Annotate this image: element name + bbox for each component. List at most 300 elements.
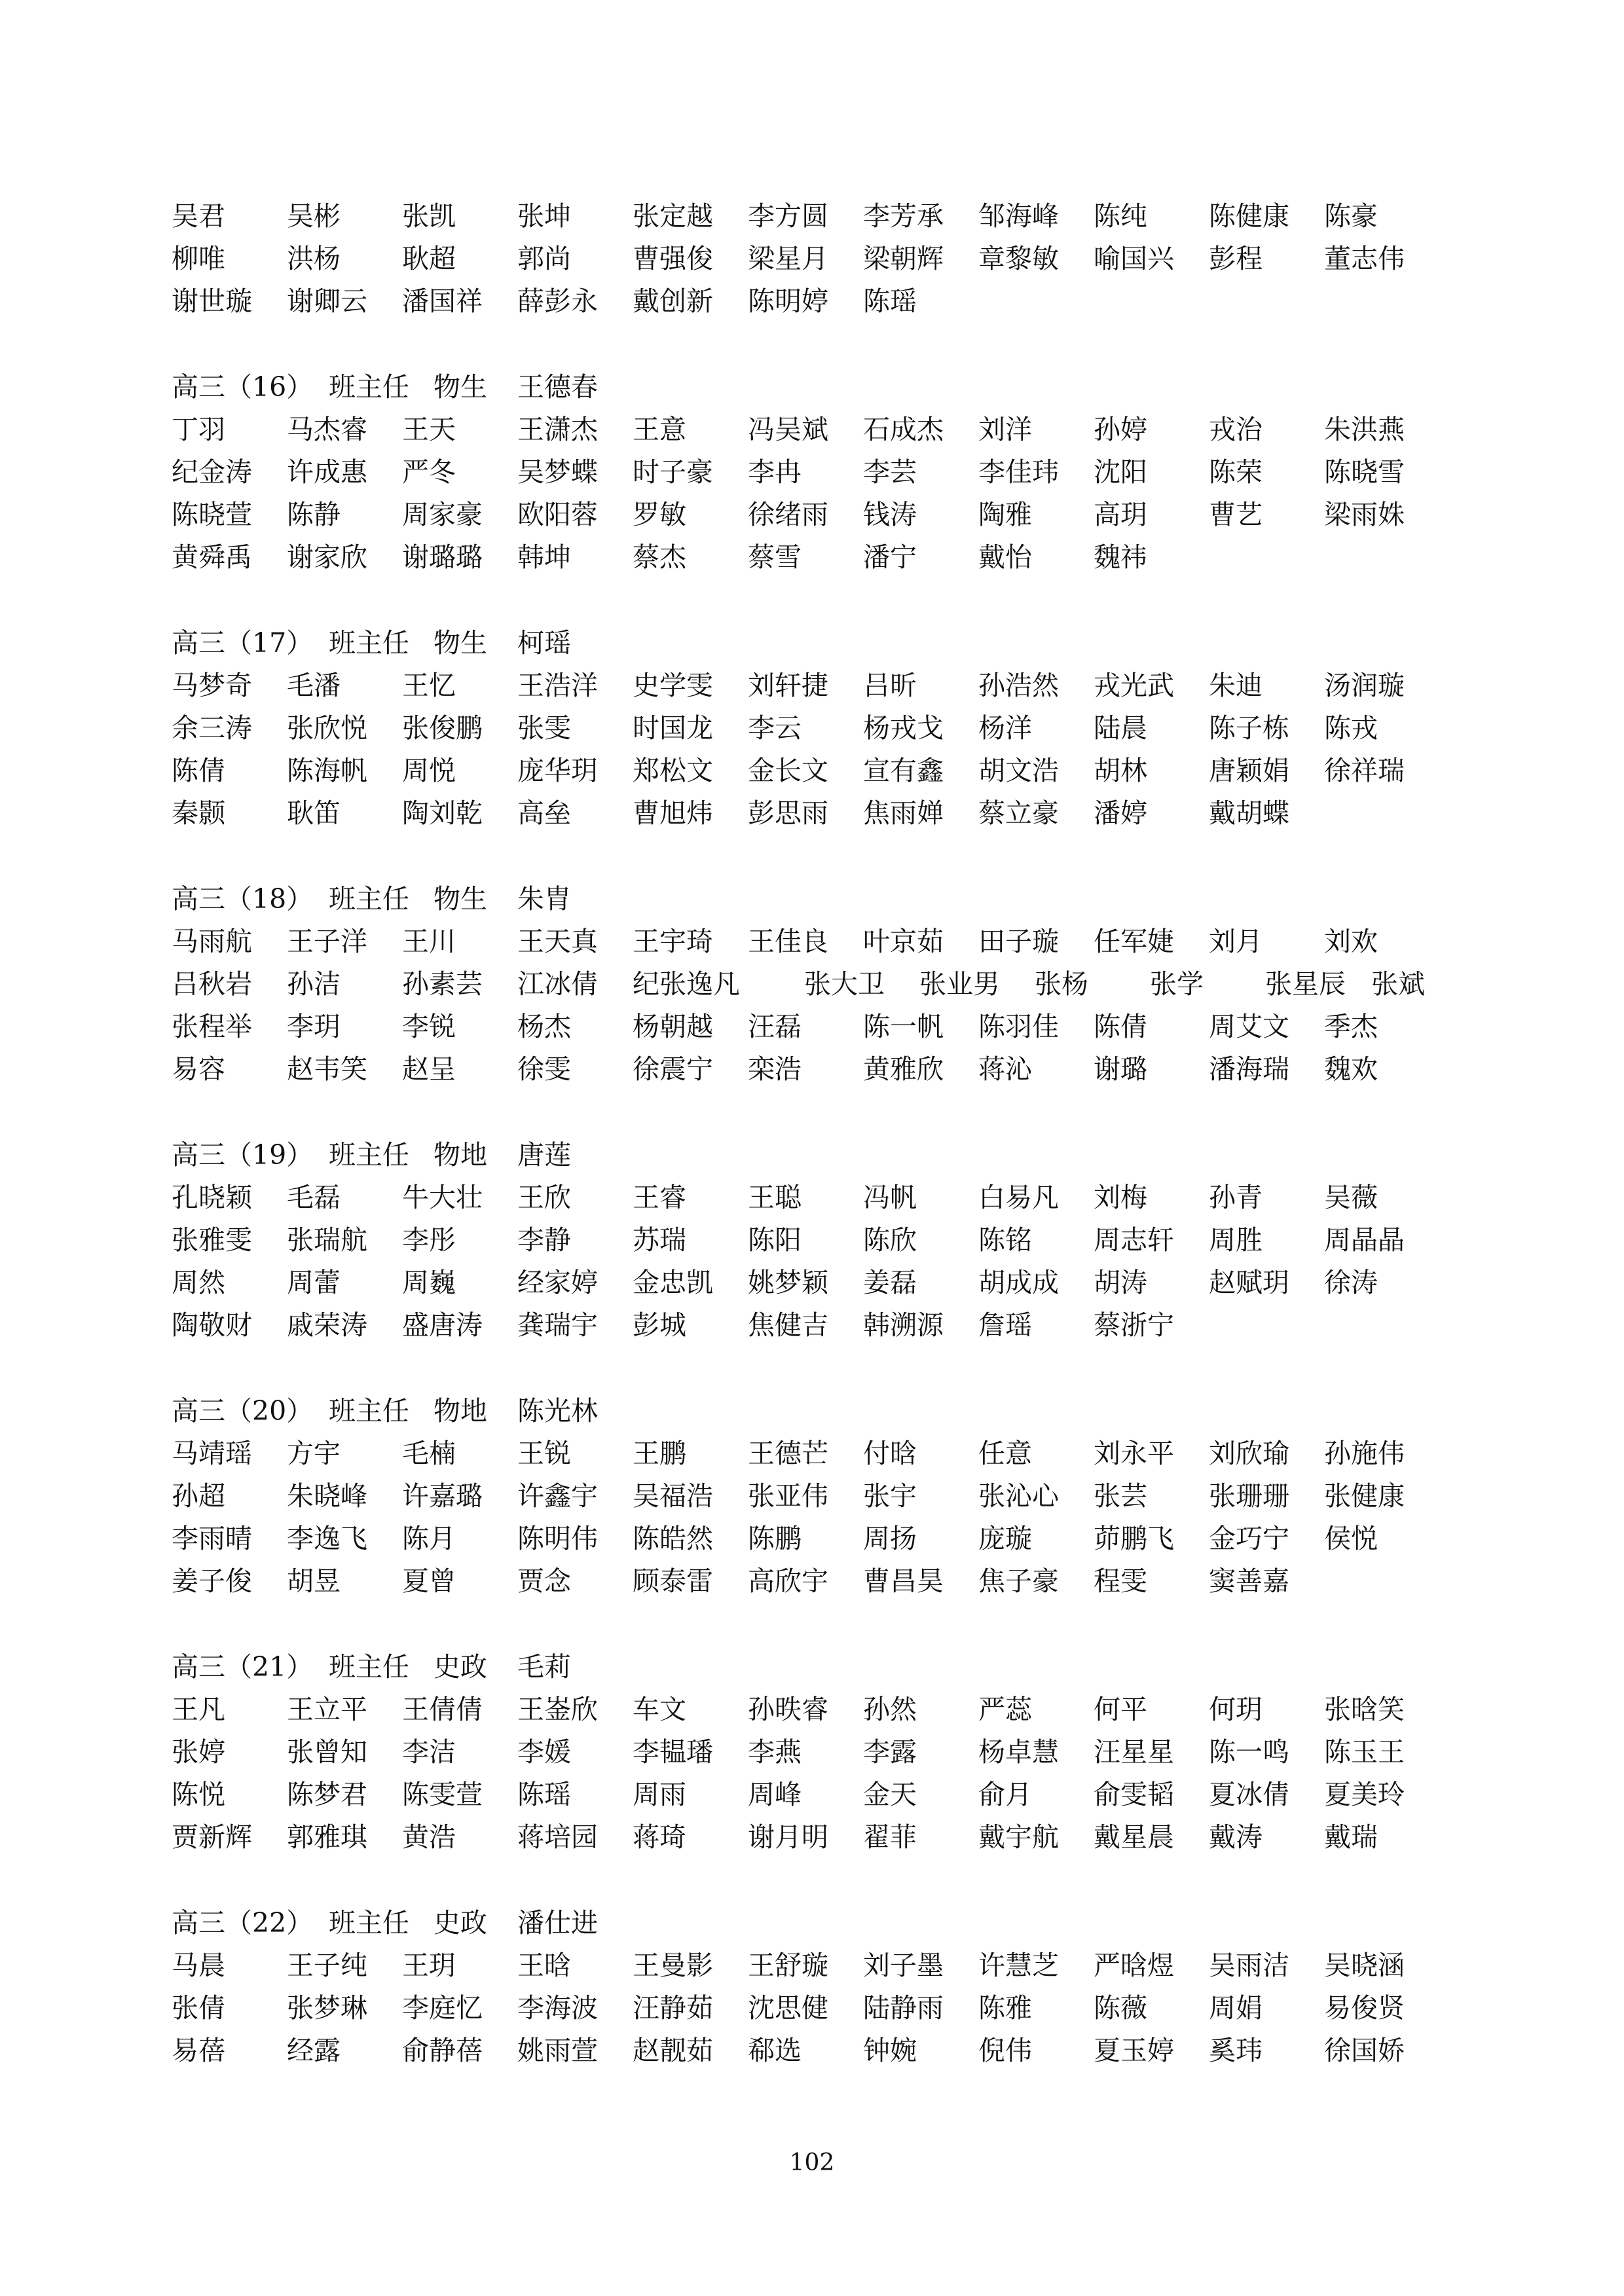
student-name: 陈明伟 — [517, 1523, 598, 1554]
student-name: 吴薇 — [1324, 1182, 1378, 1213]
subject-combination: 物地 — [434, 1395, 487, 1427]
student-name: 石成杰 — [863, 414, 944, 445]
student-name: 王倩倩 — [402, 1694, 483, 1725]
student-name: 朱洪燕 — [1324, 414, 1405, 445]
student-name: 姜磊 — [863, 1267, 917, 1298]
student-name: 毛磊 — [287, 1182, 341, 1213]
student-name: 邹海峰 — [978, 200, 1059, 232]
name-row — [172, 792, 1468, 835]
name-row — [172, 1048, 1468, 1091]
name-row — [172, 2030, 1468, 2072]
student-name: 张定越 — [633, 200, 713, 232]
student-name: 吴君 — [172, 200, 225, 232]
student-name: 章黎敏 — [978, 243, 1059, 274]
student-name: 罗敏 — [633, 499, 686, 530]
student-name: 黄雅欣 — [863, 1053, 944, 1085]
student-name: 曹昌昊 — [863, 1565, 944, 1597]
student-name: 钱涛 — [863, 499, 917, 530]
student-name: 谢月明 — [748, 1821, 828, 1853]
student-name: 任意 — [978, 1438, 1032, 1469]
student-name: 胡成成 — [978, 1267, 1059, 1298]
name-row — [172, 536, 1468, 579]
head-teacher-name: 柯瑶 — [517, 627, 571, 659]
student-name: 王天真 — [517, 926, 598, 957]
name-row — [172, 920, 1468, 963]
student-name: 高欣宇 — [748, 1565, 828, 1597]
student-name: 李芳承 — [863, 200, 944, 232]
student-name: 陈月 — [402, 1523, 456, 1554]
student-name: 潘宁 — [863, 541, 917, 573]
student-name: 陶敬财 — [172, 1309, 252, 1341]
teacher-label: 班主任 — [329, 627, 409, 659]
student-name: 汪磊 — [748, 1011, 802, 1042]
student-name: 吴福浩 — [633, 1480, 713, 1512]
student-name: 许成惠 — [287, 456, 367, 488]
student-name: 金忠凯 — [633, 1267, 713, 1298]
student-name: 赵靓茹 — [633, 2035, 713, 2066]
name-row — [172, 963, 1468, 1006]
student-name: 吕秋岩 — [172, 968, 252, 1000]
student-name: 詹瑶 — [978, 1309, 1032, 1341]
student-name: 史学雯 — [633, 670, 713, 701]
student-name: 陈玉王 — [1324, 1736, 1405, 1768]
name-row — [172, 1475, 1468, 1518]
student-name: 易俊贤 — [1324, 1992, 1405, 2024]
student-name: 夏玉婷 — [1094, 2035, 1174, 2066]
student-name: 戴怡 — [978, 541, 1032, 573]
student-name: 时子豪 — [633, 456, 713, 488]
student-name: 冯帆 — [863, 1182, 917, 1213]
student-name: 王佳良 — [748, 926, 828, 957]
class-header — [172, 1390, 1468, 1432]
student-name: 张学 — [1150, 968, 1204, 1000]
student-name: 马梦奇 — [172, 670, 252, 701]
student-name: 戎治 — [1209, 414, 1263, 445]
student-name: 张晗笑 — [1324, 1694, 1405, 1725]
student-name: 周志轩 — [1094, 1224, 1174, 1256]
student-name: 彭程 — [1209, 243, 1263, 274]
student-name: 周娟 — [1209, 1992, 1263, 2024]
student-name: 曹旭炜 — [633, 797, 713, 829]
name-row — [172, 665, 1468, 707]
name-row — [172, 1816, 1468, 1859]
name-row — [172, 1987, 1468, 2030]
student-name: 吴彬 — [287, 200, 341, 232]
student-name: 李佳玮 — [978, 456, 1059, 488]
student-name: 许鑫宇 — [517, 1480, 598, 1512]
student-name: 张凯 — [402, 200, 456, 232]
student-name: 曹艺 — [1209, 499, 1263, 530]
student-name: 胡林 — [1094, 755, 1147, 786]
student-name: 时国龙 — [633, 712, 713, 744]
student-name: 陈子栋 — [1209, 712, 1289, 744]
student-name: 赵赋玥 — [1209, 1267, 1289, 1298]
student-name: 许慧芝 — [978, 1950, 1059, 1981]
student-name: 程雯 — [1094, 1565, 1147, 1597]
subject-combination: 史政 — [434, 1651, 487, 1683]
student-name: 彭思雨 — [748, 797, 828, 829]
subject-combination: 物地 — [434, 1139, 487, 1171]
student-name: 吴晓涵 — [1324, 1950, 1405, 1981]
student-name: 陈纯 — [1094, 200, 1147, 232]
student-name: 高垒 — [517, 797, 571, 829]
student-name: 张瑞航 — [287, 1224, 367, 1256]
student-name: 李方圆 — [748, 200, 828, 232]
student-name: 张业男 — [919, 968, 1000, 1000]
student-name: 孙昳睿 — [748, 1694, 828, 1725]
student-name: 马靖瑶 — [172, 1438, 252, 1469]
student-name: 张芸 — [1094, 1480, 1147, 1512]
class-header — [172, 622, 1468, 665]
student-name: 丁羽 — [172, 414, 225, 445]
student-name: 陈晓萱 — [172, 499, 252, 530]
name-row — [172, 1774, 1468, 1816]
student-name: 盛唐涛 — [402, 1309, 483, 1341]
student-name: 张珊珊 — [1209, 1480, 1289, 1512]
student-name: 毛潘 — [287, 670, 341, 701]
student-name: 顾泰雷 — [633, 1565, 713, 1597]
student-name: 曹强俊 — [633, 243, 713, 274]
student-name: 杨洋 — [978, 712, 1032, 744]
student-name: 徐绪雨 — [748, 499, 828, 530]
student-name: 余三涛 — [172, 712, 252, 744]
student-name: 吴梦蝶 — [517, 456, 598, 488]
student-name: 张斌 — [1371, 968, 1425, 1000]
student-name: 赵韦笑 — [287, 1053, 367, 1085]
student-name: 苏瑞 — [633, 1224, 686, 1256]
student-name: 车文 — [633, 1694, 686, 1725]
student-name: 周巍 — [402, 1267, 456, 1298]
class-name: 高三（19） — [172, 1139, 314, 1171]
student-name: 戴涛 — [1209, 1821, 1263, 1853]
student-name: 刘永平 — [1094, 1438, 1174, 1469]
name-row — [172, 1944, 1468, 1987]
student-name: 戎光武 — [1094, 670, 1174, 701]
class-section — [172, 622, 1468, 835]
student-name: 张婷 — [172, 1736, 225, 1768]
student-name: 焦健吉 — [748, 1309, 828, 1341]
student-name: 方宇 — [287, 1438, 341, 1469]
student-name: 付晗 — [863, 1438, 917, 1469]
student-name: 姚梦颖 — [748, 1267, 828, 1298]
student-name: 魏祎 — [1094, 541, 1147, 573]
student-name: 周蕾 — [287, 1267, 341, 1298]
class-section — [172, 366, 1468, 579]
student-name: 焦雨婵 — [863, 797, 944, 829]
head-teacher-name: 潘仕进 — [517, 1907, 598, 1939]
student-name: 陈悦 — [172, 1779, 225, 1810]
student-name: 易容 — [172, 1053, 225, 1085]
student-name: 张亚伟 — [748, 1480, 828, 1512]
teacher-label: 班主任 — [329, 1395, 409, 1427]
student-name: 吴雨洁 — [1209, 1950, 1289, 1981]
student-name: 陈一鸣 — [1209, 1736, 1289, 1768]
student-name: 梁星月 — [748, 243, 828, 274]
student-name: 夏曾 — [402, 1565, 456, 1597]
student-name: 张雅雯 — [172, 1224, 252, 1256]
student-name: 陈瑶 — [863, 285, 917, 317]
name-row — [172, 1688, 1468, 1731]
student-name: 唐颖娟 — [1209, 755, 1289, 786]
student-name: 潘海瑞 — [1209, 1053, 1289, 1085]
student-name: 冯吴斌 — [748, 414, 828, 445]
class-header — [172, 1646, 1468, 1688]
student-name: 刘梅 — [1094, 1182, 1147, 1213]
student-name: 张杨 — [1035, 968, 1088, 1000]
student-name: 郑松文 — [633, 755, 713, 786]
student-name: 李芸 — [863, 456, 917, 488]
student-name: 刘轩捷 — [748, 670, 828, 701]
student-name: 杨杰 — [517, 1011, 571, 1042]
student-name: 薛彭永 — [517, 285, 598, 317]
student-name: 张健康 — [1324, 1480, 1405, 1512]
student-name: 潘婷 — [1094, 797, 1147, 829]
section-gap — [172, 1091, 1468, 1134]
section-gap — [172, 1859, 1468, 1902]
section-gap — [172, 1603, 1468, 1646]
student-name: 王子纯 — [287, 1950, 367, 1981]
student-name: 栾浩 — [748, 1053, 802, 1085]
teacher-label: 班主任 — [329, 1651, 409, 1683]
name-row — [172, 1176, 1468, 1219]
student-name: 王欣 — [517, 1182, 571, 1213]
name-row — [172, 1432, 1468, 1475]
class-section — [172, 1134, 1468, 1347]
student-name: 张宇 — [863, 1480, 917, 1512]
student-name: 严晗煜 — [1094, 1950, 1174, 1981]
name-row — [172, 409, 1468, 451]
student-name: 陆静雨 — [863, 1992, 944, 2024]
student-name: 韩坤 — [517, 541, 571, 573]
name-row — [172, 1518, 1468, 1560]
student-name: 汪星星 — [1094, 1736, 1174, 1768]
student-name: 周晶晶 — [1324, 1224, 1405, 1256]
student-name: 李海波 — [517, 1992, 598, 2024]
section-gap — [172, 1347, 1468, 1390]
student-name: 李洁 — [402, 1736, 456, 1768]
head-teacher-name: 朱胄 — [517, 883, 571, 915]
student-name: 王玥 — [402, 1950, 456, 1981]
student-name: 王鹏 — [633, 1438, 686, 1469]
name-row — [172, 1219, 1468, 1262]
subject-combination: 物生 — [434, 371, 487, 403]
student-name: 纪金涛 — [172, 456, 252, 488]
student-name: 陆晨 — [1094, 712, 1147, 744]
student-name: 任军婕 — [1094, 926, 1174, 957]
student-name: 王忆 — [402, 670, 456, 701]
roster-document — [172, 195, 1468, 2072]
student-name: 刘洋 — [978, 414, 1032, 445]
student-name: 韩溯源 — [863, 1309, 944, 1341]
student-name: 陈皓然 — [633, 1523, 713, 1554]
student-name: 徐雯 — [517, 1053, 571, 1085]
student-name: 宣有鑫 — [863, 755, 944, 786]
student-name: 高玥 — [1094, 499, 1147, 530]
student-name: 张沁心 — [978, 1480, 1059, 1512]
student-name: 张坤 — [517, 200, 571, 232]
student-name: 谢璐璐 — [402, 541, 483, 573]
student-name: 俞静蓓 — [402, 2035, 483, 2066]
student-name: 刘月 — [1209, 926, 1263, 957]
student-name: 梁朝辉 — [863, 243, 944, 274]
student-name: 江冰倩 — [517, 968, 598, 1000]
student-name: 张倩 — [172, 1992, 225, 2024]
student-name: 李冉 — [748, 456, 802, 488]
student-name: 陶刘乾 — [402, 797, 483, 829]
student-name: 许嘉璐 — [402, 1480, 483, 1512]
student-name: 蔡杰 — [633, 541, 686, 573]
student-name: 陈海帆 — [287, 755, 367, 786]
student-name: 杨朝越 — [633, 1011, 713, 1042]
student-name: 谢家欣 — [287, 541, 367, 573]
student-name: 蔡雪 — [748, 541, 802, 573]
student-name: 周扬 — [863, 1523, 917, 1554]
student-name: 李逸飞 — [287, 1523, 367, 1554]
teacher-label: 班主任 — [329, 883, 409, 915]
student-name: 郭雅琪 — [287, 1821, 367, 1853]
name-row — [172, 1262, 1468, 1304]
student-name: 张星辰 — [1265, 968, 1346, 1000]
student-name: 陈鹏 — [748, 1523, 802, 1554]
student-name: 周然 — [172, 1267, 225, 1298]
student-name: 欧阳蓉 — [517, 499, 598, 530]
student-name: 毛楠 — [402, 1438, 456, 1469]
student-name: 田子璇 — [978, 926, 1059, 957]
student-name: 耿超 — [402, 243, 456, 274]
student-name: 胡涛 — [1094, 1267, 1147, 1298]
student-name: 钟婉 — [863, 2035, 917, 2066]
student-name: 金长文 — [748, 755, 828, 786]
name-row — [172, 1560, 1468, 1603]
student-name: 蒋琦 — [633, 1821, 686, 1853]
student-name: 杨卓慧 — [978, 1736, 1059, 1768]
student-name: 沈思健 — [748, 1992, 828, 2024]
student-name: 柳唯 — [172, 243, 225, 274]
student-name: 庞华玥 — [517, 755, 598, 786]
name-row — [172, 280, 1468, 323]
name-row — [172, 707, 1468, 750]
student-name: 梁雨姝 — [1324, 499, 1405, 530]
name-row — [172, 451, 1468, 494]
student-name: 朱迪 — [1209, 670, 1263, 701]
student-name: 王子洋 — [287, 926, 367, 957]
student-name: 贾念 — [517, 1565, 571, 1597]
student-name: 陈一帆 — [863, 1011, 944, 1042]
student-name: 赵呈 — [402, 1053, 456, 1085]
class-name: 高三（17） — [172, 627, 314, 659]
student-name: 孙超 — [172, 1480, 225, 1512]
class-header — [172, 878, 1468, 920]
section-gap — [172, 579, 1468, 622]
student-name: 汤润璇 — [1324, 670, 1405, 701]
student-name: 蔡立豪 — [978, 797, 1059, 829]
subject-combination: 史政 — [434, 1907, 487, 1939]
student-name: 李韫璠 — [633, 1736, 713, 1768]
student-name: 郗选 — [748, 2035, 802, 2066]
student-name: 孙浩然 — [978, 670, 1059, 701]
student-name: 徐震宁 — [633, 1053, 713, 1085]
student-name: 奚玮 — [1209, 2035, 1263, 2066]
student-name: 张曾知 — [287, 1736, 367, 1768]
student-name: 俞雯韬 — [1094, 1779, 1174, 1810]
student-name: 李静 — [517, 1224, 571, 1256]
student-name: 王德芒 — [748, 1438, 828, 1469]
student-name: 陈荣 — [1209, 456, 1263, 488]
student-name: 王川 — [402, 926, 456, 957]
student-name: 戴宇航 — [978, 1821, 1059, 1853]
student-name: 陈晓雪 — [1324, 456, 1405, 488]
student-name: 陶雅 — [978, 499, 1032, 530]
student-name: 张欣悦 — [287, 712, 367, 744]
class-name: 高三（18） — [172, 883, 314, 915]
student-name: 戴瑞 — [1324, 1821, 1378, 1853]
student-name: 王晗 — [517, 1950, 571, 1981]
student-name: 戴星晨 — [1094, 1821, 1174, 1853]
student-name: 陈倩 — [172, 755, 225, 786]
student-name: 秦颢 — [172, 797, 225, 829]
student-name: 王立平 — [287, 1694, 367, 1725]
name-row — [172, 195, 1468, 238]
student-name: 刘欢 — [1324, 926, 1378, 957]
student-name: 金巧宁 — [1209, 1523, 1289, 1554]
student-name: 孙青 — [1209, 1182, 1263, 1213]
name-row — [172, 750, 1468, 792]
student-name: 孙素芸 — [402, 968, 483, 1000]
student-name: 王聪 — [748, 1182, 802, 1213]
student-name: 沈阳 — [1094, 456, 1147, 488]
name-row — [172, 1731, 1468, 1774]
student-name: 马雨航 — [172, 926, 252, 957]
student-name: 孙施伟 — [1324, 1438, 1405, 1469]
student-name: 龚瑞宇 — [517, 1309, 598, 1341]
page-number: 102 — [789, 2149, 835, 2176]
student-name: 朱晓峰 — [287, 1480, 367, 1512]
student-name: 王舒璇 — [748, 1950, 828, 1981]
student-name: 陈戎 — [1324, 712, 1378, 744]
student-name: 汪静茹 — [633, 1992, 713, 2024]
class-name: 高三（21） — [172, 1651, 314, 1683]
student-name: 李雨晴 — [172, 1523, 252, 1554]
student-name: 张大卫 — [804, 968, 885, 1000]
student-name: 王天 — [402, 414, 456, 445]
student-name: 马杰睿 — [287, 414, 367, 445]
student-name: 刘子墨 — [863, 1950, 944, 1981]
student-name: 孙然 — [863, 1694, 917, 1725]
student-name: 李锐 — [402, 1011, 456, 1042]
name-row — [172, 1304, 1468, 1347]
student-name: 庞璇 — [978, 1523, 1032, 1554]
student-name: 潘国祥 — [402, 285, 483, 317]
student-name: 张俊鹏 — [402, 712, 483, 744]
subject-combination: 物生 — [434, 883, 487, 915]
student-name: 茆鹏飞 — [1094, 1523, 1174, 1554]
student-name: 陈倩 — [1094, 1011, 1147, 1042]
student-name: 戴胡蝶 — [1209, 797, 1289, 829]
student-name: 戚荣涛 — [287, 1309, 367, 1341]
section-gap — [172, 323, 1468, 366]
student-name: 陈明婷 — [748, 285, 828, 317]
student-name: 夏冰倩 — [1209, 1779, 1289, 1810]
student-name: 李露 — [863, 1736, 917, 1768]
student-name: 陈阳 — [748, 1224, 802, 1256]
student-name: 耿笛 — [287, 797, 341, 829]
student-name: 李彤 — [402, 1224, 456, 1256]
class-header — [172, 366, 1468, 409]
student-name: 侯悦 — [1324, 1523, 1378, 1554]
student-name: 夏美玲 — [1324, 1779, 1405, 1810]
student-name: 陈健康 — [1209, 200, 1289, 232]
student-name: 纪张逸凡 — [633, 968, 740, 1000]
